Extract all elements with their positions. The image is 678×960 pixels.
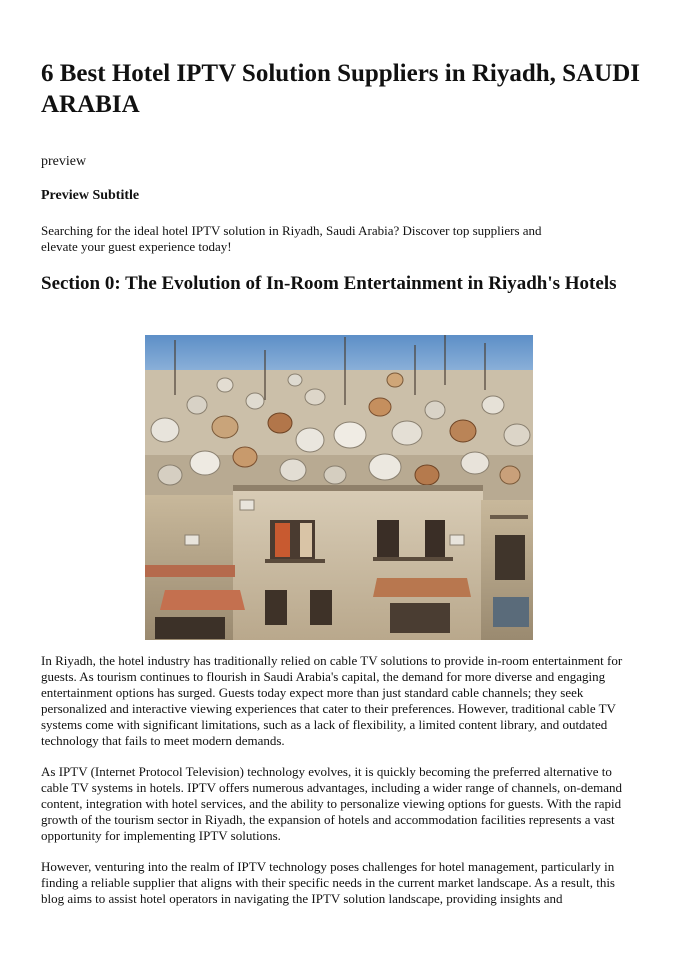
intro-text: Searching for the ideal hotel IPTV solution in Riyadh, Saudi Arabia? Discover top suppliers and elevate your guest experience today! xyxy=(41,223,542,254)
rooftop-satellite-dishes-image xyxy=(145,335,533,640)
page-title: 6 Best Hotel IPTV Solution Suppliers in Riyadh, SAUDI ARABIA xyxy=(41,60,640,118)
preview-subtitle: Preview Subtitle xyxy=(41,188,140,203)
section-title: Section 0: The Evolution of In-Room Entertainment in Riyadh's Hotels xyxy=(41,273,617,294)
paragraph-2: As IPTV (Internet Protocol Television) technology evolves, it is quickly becoming the preferred alternative to cable TV systems in hotels. IPTV offers numerous advantages, including a wider range of channels, on-demand content, integration with hotel services, and the ability to personalize viewing options for guests. With the rapid growth of the tourism sector in Riyadh, the expansion of hotels and accommodation facilities represents a vast opportunity for implementing IPTV solutions. xyxy=(41,764,623,843)
preview-label: preview xyxy=(41,154,87,169)
paragraph-3: However, venturing into the realm of IPTV technology poses challenges for hotel management, particularly in finding a reliable supplier that aligns with their specific needs in the current market landscape. As a result, this blog aims to assist hotel operators in navigating the IPTV solution landscape, providing insights and xyxy=(41,859,615,906)
paragraph-1: In Riyadh, the hotel industry has traditionally relied on cable TV solutions to provide in-room entertainment for guests. As tourism continues to flourish in Saudi Arabia's capital, the demand for more diverse and engaging entertainment options has surged. Guests today expect more than just standard cable channels; they seek personalized and interactive viewing experiences that cater to their preferences. However, traditional cable TV systems come with significant limitations, such as a lack of flexibility, a limited content library, and outdated technology that fails to meet modern demands. xyxy=(41,653,623,748)
